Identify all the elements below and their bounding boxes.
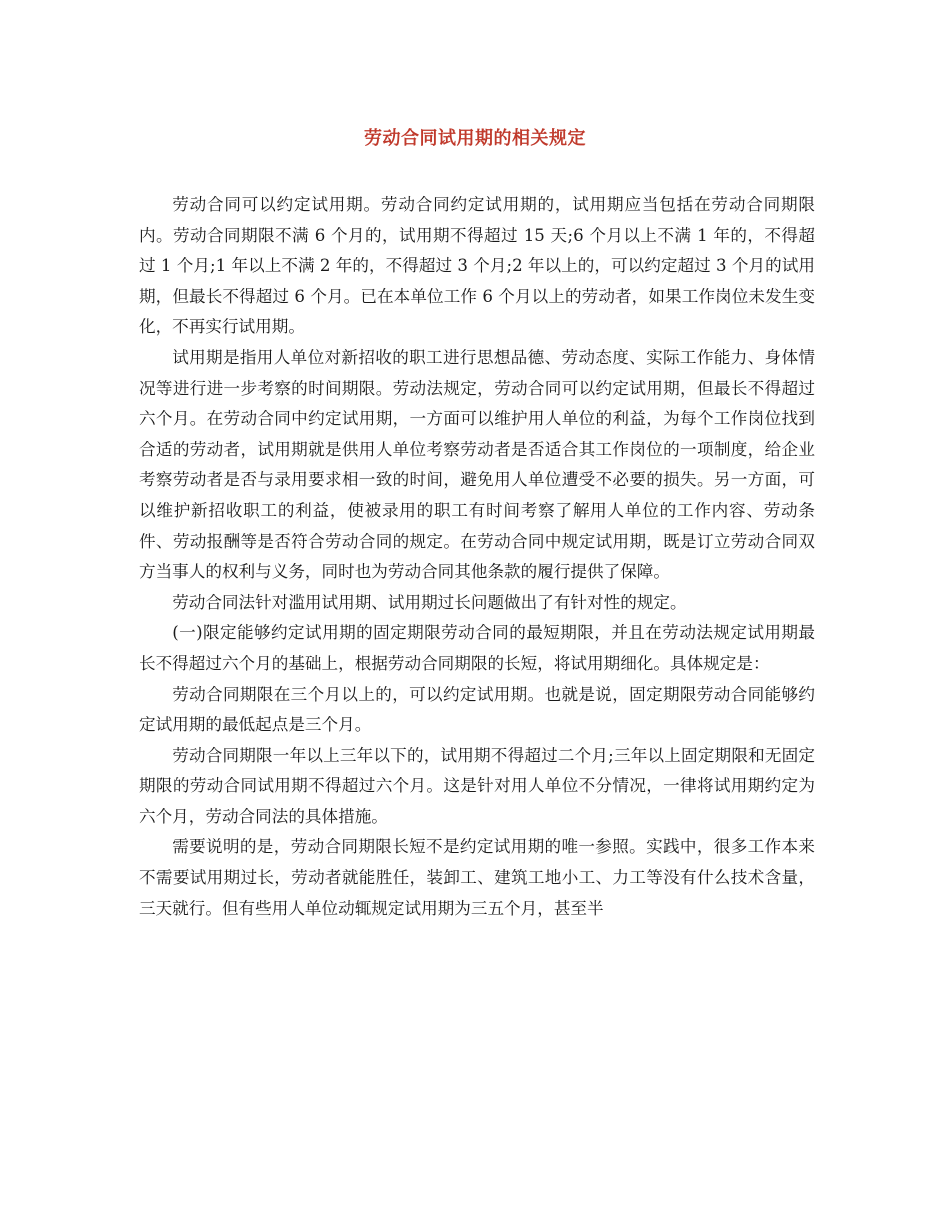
paragraph-6: 劳动合同期限一年以上三年以下的，试用期不得超过二个月;三年以上固定期限和无固定期限的劳动合同试用期不得超过六个月。这是针对用人单位不分情况，一律将试用期约定为六个月，劳动合同法的具体措施。 <box>139 745 815 826</box>
document-title: 劳动合同试用期的相关规定 <box>364 128 586 149</box>
paragraph-1: 劳动合同可以约定试用期。劳动合同约定试用期的，试用期应当包括在劳动合同期限内。劳动合同期限不满 6 个月的，试用期不得超过 15 天;6 个月以上不满 1 年的，不得超过 1 个月;1 年以上不满 2 年的，不得超过 3 个月;2 年以上的，可以约定超过 3 个月的试用期，但最长不得超过 6 个月。已在本单位工作 6 个月以上的劳动者，如果工作岗位未发生变化，不再实行试用期。 <box>139 195 815 337</box>
document-body <box>139 190 815 924</box>
paragraph-7: 需要说明的是，劳动合同期限长短不是约定试用期的唯一参照。实践中，很多工作本来不需要试用期过长，劳动者就能胜任，装卸工、建筑工地小工、力工等没有什么技术含量，三天就行。但有些用人单位动辄规定试用期为三五个月，甚至半 <box>139 837 815 918</box>
paragraph-2: 试用期是指用人单位对新招收的职工进行思想品德、劳动态度、实际工作能力、身体情况等进行进一步考察的时间期限。劳动法规定，劳动合同可以约定试用期，但最长不得超过六个月。在劳动合同中约定试用期，一方面可以维护用人单位的利益，为每个工作岗位找到合适的劳动者，试用期就是供用人单位考察劳动者是否适合其工作岗位的一项制度，给企业考察劳动者是否与录用要求相一致的时间，避免用人单位遭受不必要的损失。另一方面，可以维护新招收职工的利益，使被录用的职工有时间考察了解用人单位的工作内容、劳动条件、劳动报酬等是否符合劳动合同的规定。在劳动合同中规定试用期，既是订立劳动合同双方当事人的权利与义务，同时也为劳动合同其他条款的履行提供了保障。 <box>139 347 815 582</box>
paragraph-4: (一)限定能够约定试用期的固定期限劳动合同的最短期限，并且在劳动法规定试用期最长不得超过六个月的基础上，根据劳动合同期限的长短，将试用期细化。具体规定是： <box>139 623 815 673</box>
paragraph-5: 劳动合同期限在三个月以上的，可以约定试用期。也就是说，固定期限劳动合同能够约定试用期的最低起点是三个月。 <box>139 684 815 735</box>
paragraph-3: 劳动合同法针对滥用试用期、试用期过长问题做出了有针对性的规定。 <box>172 592 687 612</box>
